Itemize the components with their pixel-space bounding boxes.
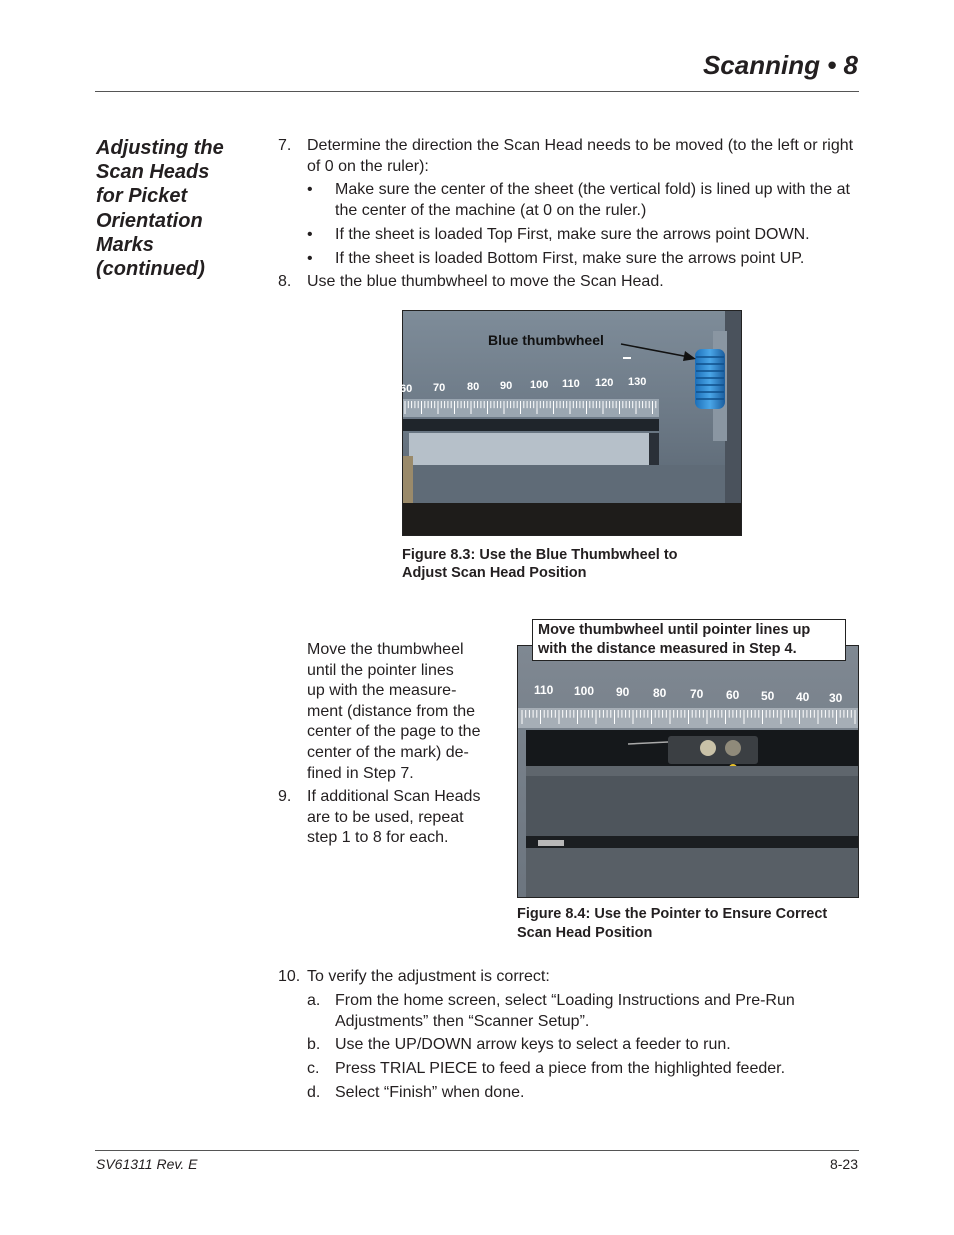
ruler-number: 60	[726, 688, 740, 702]
side-heading-line: Adjusting the	[96, 137, 224, 159]
step-10-item-a: From the home screen, select “Loading Instructions and Pre-Run Adjustments” then “Scanner Setup”.	[335, 992, 795, 1030]
header-divider	[95, 91, 859, 92]
side-heading-line: Marks	[96, 233, 154, 256]
side-heading-line: for Picket	[96, 185, 188, 208]
paragraph-line: center of the page to the	[307, 723, 481, 741]
figure-8-4-callout-box	[532, 619, 846, 661]
step-10-text: To verify the adjustment is correct:	[307, 968, 550, 985]
bullet-marker: •	[307, 181, 313, 198]
thumbwheel-photo-illustration	[400, 311, 741, 535]
step-7-bullet-1: Make sure the center of the sheet (the vertical fold) is lined up with the at the center of the machine (at 0 on the ruler.)	[335, 181, 850, 219]
figure-8-4-caption-line-1: Figure 8.4: Use the Pointer to Ensure Correct	[517, 906, 828, 922]
side-heading-line: Orientation	[96, 209, 203, 232]
sub-item-letter: c.	[307, 1060, 320, 1077]
ruler-number: 60	[400, 383, 413, 395]
figure-8-4-photo	[517, 645, 859, 898]
bullet-marker: •	[307, 226, 313, 243]
sub-item-letter: d.	[307, 1084, 321, 1101]
paragraph-line: center of the mark) de-	[307, 743, 469, 761]
bullet-marker: •	[307, 250, 313, 267]
ruler-number: 30	[829, 691, 843, 705]
step-10-item-c: Press TRIAL PIECE to feed a piece from the highlighted feeder.	[335, 1060, 786, 1077]
paragraph-line: If additional Scan Heads	[307, 788, 481, 805]
ruler-number: 80	[467, 381, 480, 393]
side-heading-line: (continued)	[96, 258, 205, 281]
step-8-number: 8.	[278, 273, 292, 290]
paragraph-line: step 1 to 8 for each.	[307, 829, 449, 847]
callout-line-1: Move thumbwheel until pointer lines up	[538, 622, 811, 638]
figure-8-3-caption-line-2: Adjust Scan Head Position	[402, 565, 587, 581]
sub-item-letter: b.	[307, 1036, 321, 1053]
callout-line-2: with the distance measured in Step 4.	[538, 641, 797, 657]
page-number: 8-23	[829, 1156, 858, 1172]
paragraph-line: up with the measure-	[307, 682, 457, 700]
side-heading-line: Scan Heads	[96, 161, 210, 184]
ruler-number: 90	[500, 380, 513, 392]
page-section-title: Scanning • 8	[702, 50, 858, 80]
step-9-text	[307, 787, 502, 849]
paragraph-line: fined in Step 7.	[307, 764, 414, 782]
step-7-text: Determine the direction the Scan Head needs to be moved (to the left or right of 0 on the ruler):	[307, 137, 854, 175]
footer-divider	[95, 1150, 859, 1151]
side-heading	[96, 136, 266, 281]
ruler-number: 50	[761, 689, 775, 703]
ruler-number: 100	[574, 684, 595, 698]
step-7-bullet-3: If the sheet is loaded Bottom First, make sure the arrows point UP.	[335, 250, 805, 267]
paragraph-line: until the pointer lines	[307, 661, 454, 679]
ruler-number: 110	[534, 683, 554, 697]
ruler-number: 40	[796, 690, 810, 704]
paragraph-line: ment (distance from the	[307, 702, 476, 720]
document-revision: SV61311 Rev. E	[96, 1156, 198, 1172]
step-8-text: Use the blue thumbwheel to move the Scan Head.	[307, 273, 664, 290]
step-7-bullet-2: If the sheet is loaded Top First, make sure the arrows point DOWN.	[335, 226, 810, 243]
figure-8-3-caption-line-1: Figure 8.3: Use the Blue Thumbwheel to	[402, 547, 678, 563]
move-thumbwheel-paragraph	[307, 640, 502, 784]
ruler-number: 70	[433, 382, 446, 394]
step-9-number: 9.	[278, 788, 292, 805]
step-10-item-d: Select “Finish” when done.	[335, 1084, 525, 1101]
ruler-number: 90	[616, 685, 630, 699]
step-10-number: 10.	[278, 968, 301, 985]
sub-item-letter: a.	[307, 992, 321, 1009]
ruler-number: 110	[562, 378, 580, 390]
figure-8-4-caption-line-2: Scan Head Position	[517, 925, 653, 941]
ruler-number: 80	[653, 686, 667, 700]
step-10-item-b: Use the UP/DOWN arrow keys to select a feeder to run.	[335, 1036, 731, 1053]
ruler-number: 120	[595, 377, 614, 389]
step-7-number: 7.	[278, 137, 292, 154]
ruler-number: 100	[530, 379, 549, 391]
pointer-photo-illustration	[518, 646, 858, 897]
paragraph-line: Move the thumbwheel	[307, 641, 464, 658]
paragraph-line: are to be used, repeat	[307, 808, 464, 826]
blue-thumbwheel-label: Blue thumbwheel	[488, 332, 604, 348]
figure-8-3-photo	[402, 310, 742, 536]
ruler-number: 130	[628, 376, 647, 388]
ruler-number: 70	[690, 687, 704, 701]
